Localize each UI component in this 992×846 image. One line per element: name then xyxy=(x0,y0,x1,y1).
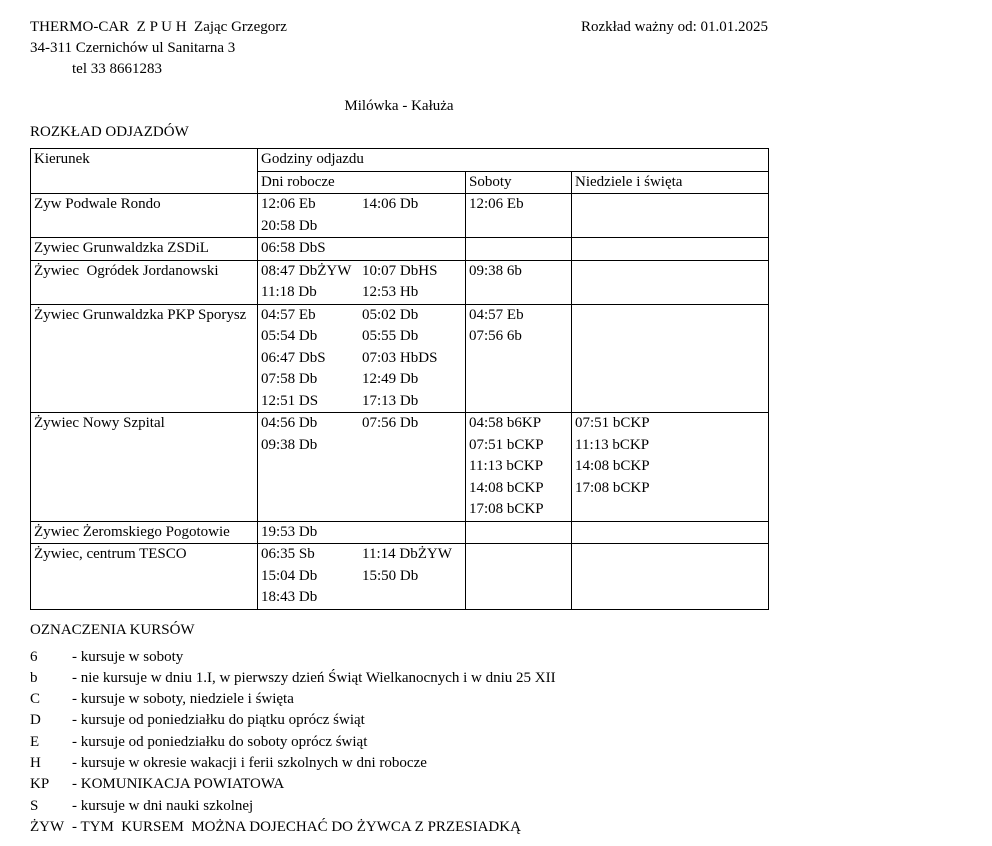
time-line xyxy=(261,305,462,327)
legend-description: - TYM KURSEM MOŻNA DOJECHAĆ DO ŻYWCA Z PRZESIADKĄ xyxy=(72,818,521,835)
weekday-times-cell xyxy=(258,304,466,413)
saturday-times-cell xyxy=(466,238,572,261)
column-header-godziny: Godziny odjazdu xyxy=(258,149,769,172)
time-entry: 12:49 Db xyxy=(362,371,419,387)
table-row xyxy=(31,521,769,544)
company-address: 34-311 Czernichów ul Sanitarna 3 xyxy=(30,40,236,56)
direction-label: Żywiec Grunwaldzka PKP Sporysz xyxy=(34,306,247,323)
time-entry: 14:08 bCKP xyxy=(575,458,650,474)
departure-table xyxy=(30,148,769,610)
time-line xyxy=(469,305,568,327)
time-entry: 07:03 HbDS xyxy=(362,349,438,366)
legend-description: - nie kursuje w dniu 1.I, w pierwszy dzień Świąt Wielkanocnych i w dniu 25 XII xyxy=(72,669,556,686)
time-entry: 12:51 DS xyxy=(261,392,319,409)
legend-list xyxy=(30,647,768,839)
time-line xyxy=(469,499,568,521)
legend-symbol: b xyxy=(30,669,38,686)
time-entry: 15:50 Db xyxy=(362,567,419,584)
time-entry: 12:53 Hb xyxy=(362,284,419,300)
time-entry: 09:38 Db xyxy=(261,436,318,453)
time-entry: 15:04 Db xyxy=(261,567,318,584)
time-entry: 08:47 DbŻYW xyxy=(261,262,352,279)
time-line xyxy=(261,348,462,370)
time-entry: 07:56 Db xyxy=(362,415,419,431)
direction-cell xyxy=(31,260,258,304)
time-entry: 17:08 bCKP xyxy=(469,501,544,517)
legend-item xyxy=(30,732,768,753)
direction-label: Żywiec Ogródek Jordanowski xyxy=(34,262,219,279)
time-entry: 09:38 6b xyxy=(469,262,522,279)
time-entry: 18:43 Db xyxy=(261,589,318,605)
sunday-times-cell xyxy=(572,544,769,610)
legend-symbol: H xyxy=(30,754,41,771)
column-header-dni-robocze: Dni robocze xyxy=(258,171,466,194)
direction-cell xyxy=(31,304,258,413)
time-entry: 07:51 bCKP xyxy=(469,436,544,453)
legend-description: - kursuje w dni nauki szkolnej xyxy=(72,797,254,814)
table-header-row-1 xyxy=(31,149,769,172)
legend-symbol: KP xyxy=(30,776,50,793)
time-entry: 04:56 Db xyxy=(261,415,318,431)
time-line xyxy=(261,435,462,457)
column-header-kierunek: Kierunek xyxy=(31,149,258,194)
direction-cell xyxy=(31,544,258,610)
route-name: Milówka - Kałuża xyxy=(344,98,454,114)
legend-symbol: 6 xyxy=(30,648,38,665)
time-line xyxy=(261,282,462,304)
time-entry: 17:08 bCKP xyxy=(575,479,650,496)
legend-description: - kursuje w soboty, niedziele i święta xyxy=(72,691,294,708)
time-entry: 14:08 bCKP xyxy=(469,479,544,496)
time-entry: 11:14 DbŻYW xyxy=(362,546,452,562)
time-line xyxy=(469,326,568,348)
time-entry: 14:06 Db xyxy=(362,196,419,212)
saturday-times-cell xyxy=(466,194,572,238)
time-entry: 11:13 bCKP xyxy=(575,436,650,453)
timetable-page xyxy=(30,17,768,838)
document-header xyxy=(30,17,768,80)
time-entry: 05:02 Db xyxy=(362,306,419,323)
legend-description: - kursuje od poniedziałku do piątku oprócz świąt xyxy=(72,712,365,729)
table-row xyxy=(31,260,769,304)
time-line xyxy=(261,216,462,238)
company-block xyxy=(30,17,287,80)
time-line xyxy=(575,413,765,435)
time-entry: 11:18 Db xyxy=(261,284,317,300)
time-line xyxy=(575,456,765,478)
table-row xyxy=(31,544,769,610)
legend-symbol: E xyxy=(30,733,40,750)
legend-item xyxy=(30,647,768,668)
sunday-times-cell xyxy=(572,260,769,304)
legend-item xyxy=(30,710,768,731)
direction-label: Zyw Podwale Rondo xyxy=(34,196,161,212)
saturday-times-cell xyxy=(466,260,572,304)
time-line xyxy=(575,435,765,457)
time-line xyxy=(469,261,568,283)
legend-symbol: C xyxy=(30,691,41,708)
legend-description: - kursuje w okresie wakacji i ferii szkolnych w dni robocze xyxy=(72,754,427,771)
time-entry: 07:56 6b xyxy=(469,328,522,344)
time-line xyxy=(261,261,462,283)
time-entry: 10:07 DbHS xyxy=(362,262,438,279)
weekday-times-cell xyxy=(258,194,466,238)
legend-symbol: ŻYW xyxy=(30,818,65,835)
legend-title: OZNACZENIA KURSÓW xyxy=(30,621,195,638)
time-line xyxy=(469,478,568,500)
saturday-times-cell xyxy=(466,413,572,522)
legend-item xyxy=(30,753,768,774)
sunday-times-cell xyxy=(572,194,769,238)
time-line xyxy=(261,587,462,609)
time-line xyxy=(261,194,462,216)
time-entry: 06:35 Sb xyxy=(261,546,315,562)
time-entry: 12:06 Eb xyxy=(469,196,524,212)
time-line xyxy=(261,566,462,588)
direction-label: Zywiec Grunwaldzka ZSDiL xyxy=(34,240,209,256)
time-line xyxy=(261,391,462,413)
legend-item xyxy=(30,774,768,795)
time-line xyxy=(469,435,568,457)
company-phone: tel 33 8661283 xyxy=(72,61,162,77)
time-entry: 17:13 Db xyxy=(362,392,419,409)
time-line xyxy=(261,326,462,348)
direction-cell xyxy=(31,194,258,238)
schedule-title: ROZKŁAD ODJAZDÓW xyxy=(30,124,189,140)
legend-item xyxy=(30,796,768,817)
time-entry: 12:06 Eb xyxy=(261,196,316,212)
saturday-times-cell xyxy=(466,304,572,413)
saturday-times-cell xyxy=(466,521,572,544)
time-entry: 19:53 Db xyxy=(261,523,318,540)
sunday-times-cell xyxy=(572,304,769,413)
time-line xyxy=(469,456,568,478)
legend-description: - kursuje od poniedziałku do soboty oprócz świąt xyxy=(72,733,368,750)
time-entry: 06:58 DbS xyxy=(261,240,326,256)
legend-symbol: S xyxy=(30,797,39,814)
legend-description: - KOMUNIKACJA POWIATOWA xyxy=(72,776,285,793)
time-entry: 07:58 Db xyxy=(261,371,318,387)
time-entry: 04:57 Eb xyxy=(261,306,316,323)
legend-item xyxy=(30,689,768,710)
direction-cell xyxy=(31,238,258,261)
sunday-times-cell xyxy=(572,521,769,544)
direction-label: Żywiec, centrum TESCO xyxy=(34,546,187,562)
legend-description: - kursuje w soboty xyxy=(72,648,184,665)
table-row xyxy=(31,413,769,522)
time-line xyxy=(261,522,462,544)
weekday-times-cell xyxy=(258,544,466,610)
time-line xyxy=(575,478,765,500)
time-line xyxy=(261,369,462,391)
time-entry: 04:58 b6KP xyxy=(469,415,542,431)
sunday-times-cell xyxy=(572,238,769,261)
time-entry: 05:55 Db xyxy=(362,328,419,344)
time-line xyxy=(469,413,568,435)
table-row xyxy=(31,304,769,413)
time-entry: 04:57 Eb xyxy=(469,306,524,323)
time-entry: 07:51 bCKP xyxy=(575,415,650,431)
time-line xyxy=(469,194,568,216)
weekday-times-cell xyxy=(258,260,466,304)
table-row xyxy=(31,194,769,238)
direction-cell xyxy=(31,413,258,522)
weekday-times-cell xyxy=(258,413,466,522)
valid-from-date: Rozkład ważny od: 01.01.2025 xyxy=(580,19,768,35)
direction-cell xyxy=(31,521,258,544)
column-header-soboty: Soboty xyxy=(466,171,572,194)
saturday-times-cell xyxy=(466,544,572,610)
sunday-times-cell xyxy=(572,413,769,522)
time-entry: 06:47 DbS xyxy=(261,349,326,366)
weekday-times-cell xyxy=(258,521,466,544)
direction-label: Żywiec Nowy Szpital xyxy=(34,415,165,431)
direction-label: Żywiec Żeromskiego Pogotowie xyxy=(34,523,230,540)
legend-symbol: D xyxy=(30,712,41,729)
company-name: THERMO-CAR Z P U H Zając Grzegorz xyxy=(30,19,287,35)
time-line xyxy=(261,413,462,435)
column-header-niedziele: Niedziele i święta xyxy=(572,171,769,194)
legend-item xyxy=(30,668,768,689)
table-row xyxy=(31,238,769,261)
legend-item xyxy=(30,817,768,838)
time-entry: 05:54 Db xyxy=(261,328,318,344)
time-line xyxy=(261,238,462,260)
time-entry: 20:58 Db xyxy=(261,217,318,234)
weekday-times-cell xyxy=(258,238,466,261)
time-line xyxy=(261,544,462,566)
time-entry: 11:13 bCKP xyxy=(469,458,544,474)
